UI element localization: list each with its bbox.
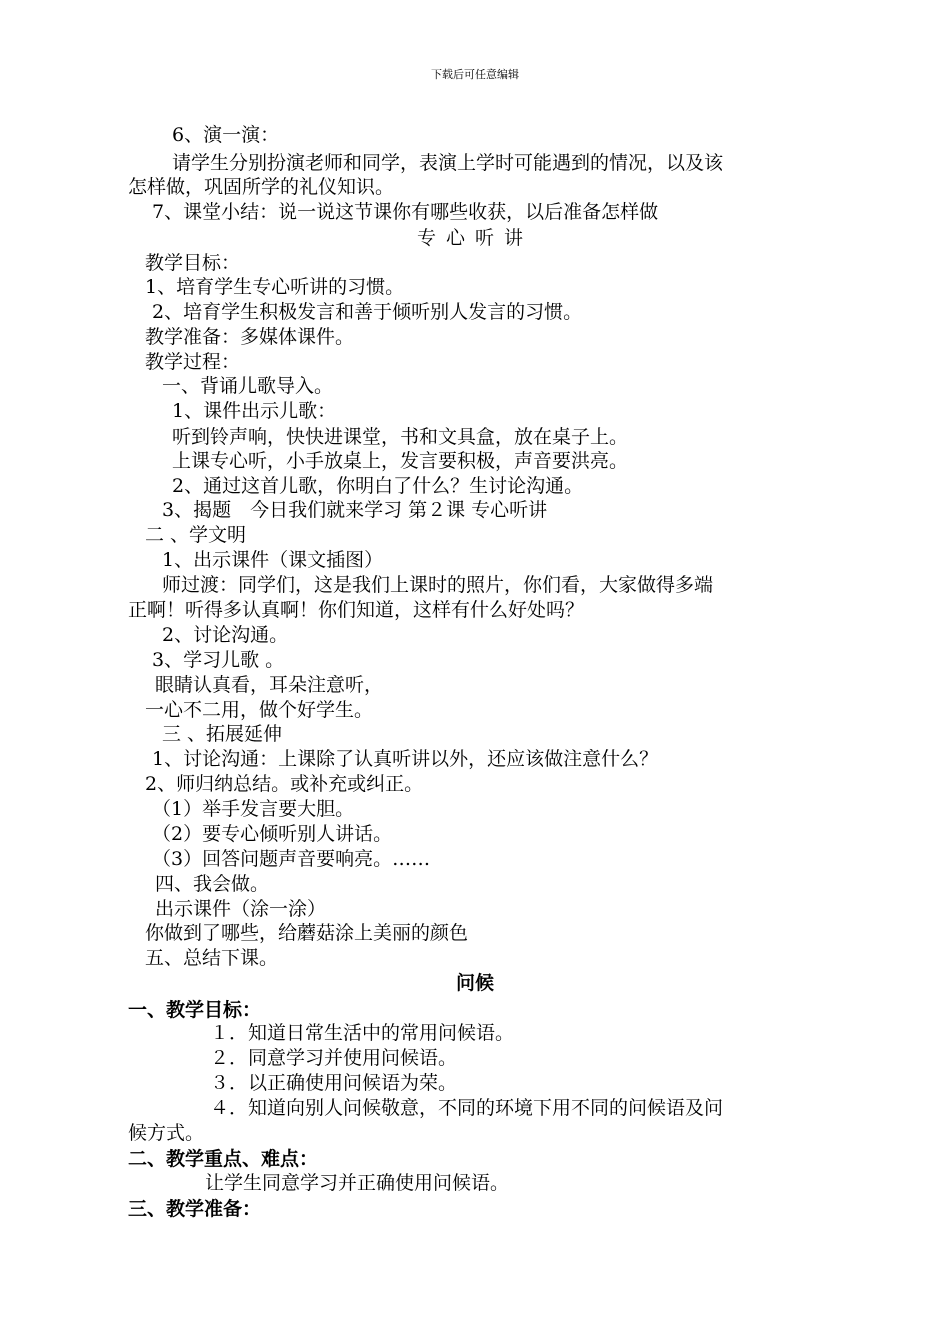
text-line: 2、培育学生积极发言和善于倾听别人发言的习惯。	[152, 301, 583, 323]
text-line: 一、背诵儿歌导入。	[162, 375, 334, 397]
text-line: 请学生分别扮演老师和同学，表演上学时可能遇到的情况，以及该	[172, 152, 724, 174]
text-line: 正啊！听得多认真啊！你们知道，这样有什么好处吗？	[128, 599, 585, 621]
text-line: 上课专心听，小手放桌上，发言要积极，声音要洪亮。	[172, 450, 629, 472]
text-line: 1、培育学生专心听讲的习惯。	[145, 276, 405, 298]
text-line: ２．同意学习并使用问候语。	[210, 1047, 458, 1069]
text-line: 师过渡：同学们，这是我们上课时的照片，你们看，大家做得多端	[162, 574, 714, 596]
page-header: 下载后可任意编辑	[431, 68, 519, 81]
section-heading: 三、教学准备：	[128, 1198, 262, 1220]
section-heading: 一、教学目标：	[128, 999, 262, 1021]
text-line: 三 、拓展延伸	[162, 723, 283, 745]
section-title: 专心听讲	[416, 227, 533, 249]
text-line: 听到铃声响，快快进课堂，书和文具盒，放在桌子上。	[172, 426, 629, 448]
text-line: （2）要专心倾听别人讲话。	[152, 823, 393, 845]
text-line: 7、课堂小结：说一说这节课你有哪些收获，以后准备怎样做	[152, 201, 659, 223]
text-line: 五、总结下课。	[145, 947, 279, 969]
text-line: 让学生同意学习并正确使用问候语。	[205, 1172, 510, 1194]
text-line: 1、出示课件（课文插图）	[162, 549, 384, 571]
text-line: 一心不二用，做个好学生。	[145, 699, 374, 721]
text-line: 1、讨论沟通：上课除了认真听讲以外，还应该做注意什么？	[152, 748, 659, 770]
text-line: 1、课件出示儿歌：	[172, 400, 337, 422]
text-line: 出示课件（涂一涂）	[155, 898, 327, 920]
text-line: 教学目标：	[145, 252, 241, 274]
text-line: 候方式。	[128, 1122, 205, 1144]
text-line: 2、师归纳总结。或补充或纠正。	[145, 773, 424, 795]
text-line: （3）回答问题声音要响亮。……	[152, 848, 431, 870]
text-line: 怎样做，巩固所学的礼仪知识。	[128, 176, 395, 198]
text-line: １．知道日常生活中的常用问候语。	[210, 1022, 515, 1044]
section-title: 问候	[455, 972, 494, 994]
text-line: ３．以正确使用问候语为荣。	[210, 1072, 458, 1094]
text-line: 2、通过这首儿歌，你明白了什么？生讨论沟通。	[172, 475, 584, 497]
text-line: 教学过程：	[145, 351, 241, 373]
text-line: 你做到了哪些，给蘑菇涂上美丽的颜色	[145, 922, 469, 944]
text-line: 二 、学文明	[145, 524, 247, 546]
text-line: 2、讨论沟通。	[162, 624, 289, 646]
text-line: 四、我会做。	[155, 873, 270, 895]
text-line: 教学准备：多媒体课件。	[145, 326, 355, 348]
text-line: ４．知道向别人问候敬意，不同的环境下用不同的问候语及问	[210, 1097, 724, 1119]
text-line: （1）举手发言要大胆。	[152, 798, 355, 820]
text-line: 3、揭题 今日我们就来学习 第２课 专心听讲	[162, 499, 548, 521]
section-heading: 二、教学重点、难点：	[128, 1148, 319, 1170]
text-line: 眼睛认真看，耳朵注意听，	[155, 674, 384, 696]
text-line: 6、演一演：	[172, 124, 280, 146]
text-line: 3、学习儿歌 。	[152, 649, 285, 671]
